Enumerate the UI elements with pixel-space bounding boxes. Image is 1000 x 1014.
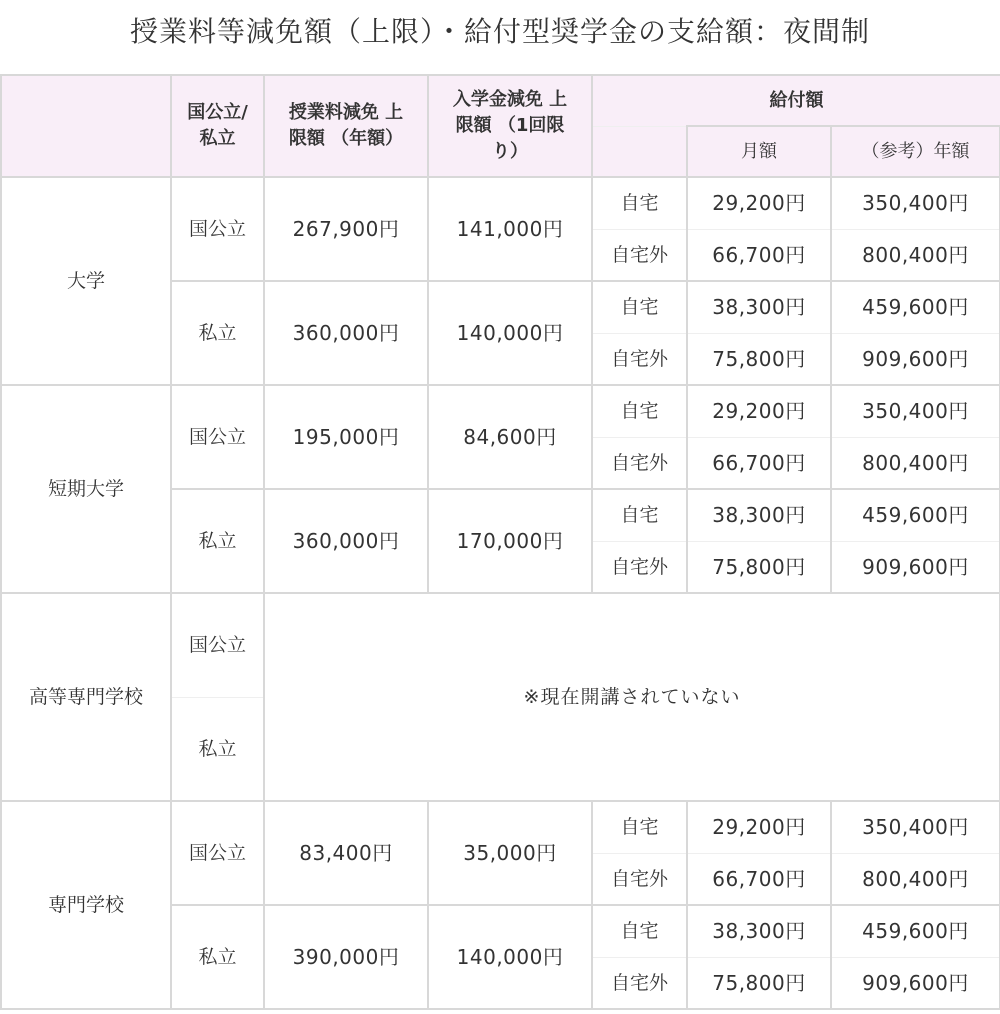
type-cell: 国公立: [171, 177, 264, 281]
header-type-label: 国公立/私立: [187, 102, 248, 149]
monthly-cell: 66,700円: [687, 229, 831, 281]
tuition-cell: 360,000円: [264, 489, 428, 593]
not-offered-note: ※現在開講されていない: [264, 593, 1000, 801]
type-cell: 私立: [171, 905, 264, 1009]
monthly-cell: 29,200円: [687, 177, 831, 229]
annual-cell: 350,400円: [831, 177, 1000, 229]
residence-cell: 自宅外: [592, 333, 687, 385]
admission-cell: 35,000円: [428, 801, 592, 905]
monthly-cell: 66,700円: [687, 853, 831, 905]
type-cell: 国公立: [171, 385, 264, 489]
annual-cell: 909,600円: [831, 957, 1000, 1009]
residence-cell: 自宅外: [592, 853, 687, 905]
category-university: 大学: [1, 177, 171, 385]
tuition-cell: 390,000円: [264, 905, 428, 1009]
header-benefit: [592, 75, 1000, 126]
annual-cell: 800,400円: [831, 437, 1000, 489]
admission-cell: 170,000円: [428, 489, 592, 593]
residence-cell: 自宅外: [592, 957, 687, 1009]
header-blank: [1, 75, 171, 177]
page-title: 授業料等減免額（上限）・給付型奨学金の支給額：夜間制: [129, 15, 870, 48]
category-vocational-school: 専門学校: [1, 801, 171, 1009]
category-junior-college: 短期大学: [1, 385, 171, 593]
header-tuition: [264, 75, 428, 177]
header-admission-label: 入学金減免 上限額 （1回限り）: [452, 89, 568, 162]
residence-cell: 自宅外: [592, 541, 687, 593]
annual-cell: 800,400円: [831, 853, 1000, 905]
tuition-cell: 360,000円: [264, 281, 428, 385]
header-admission: [428, 75, 592, 177]
monthly-cell: 66,700円: [687, 437, 831, 489]
annual-cell: 350,400円: [831, 385, 1000, 437]
type-cell: 国公立: [171, 593, 264, 697]
residence-cell: 自宅外: [592, 437, 687, 489]
type-cell: 私立: [171, 489, 264, 593]
admission-cell: 140,000円: [428, 905, 592, 1009]
residence-cell: 自宅: [592, 385, 687, 437]
residence-cell: 自宅: [592, 281, 687, 333]
residence-cell: 自宅: [592, 489, 687, 541]
annual-cell: 459,600円: [831, 489, 1000, 541]
header-tuition-label: 授業料減免 上限額 （年額）: [288, 102, 404, 149]
annual-cell: 459,600円: [831, 905, 1000, 957]
residence-cell: 自宅: [592, 801, 687, 853]
monthly-cell: 75,800円: [687, 333, 831, 385]
annual-cell: 459,600円: [831, 281, 1000, 333]
annual-cell: 350,400円: [831, 801, 1000, 853]
header-type: [171, 75, 264, 177]
header-benefit-label: 給付額: [769, 89, 824, 111]
header-annual: （参考）年額: [831, 126, 1000, 177]
type-cell: 国公立: [171, 801, 264, 905]
annual-cell: 909,600円: [831, 333, 1000, 385]
type-cell: 私立: [171, 697, 264, 801]
tuition-cell: 267,900円: [264, 177, 428, 281]
residence-cell: 自宅: [592, 177, 687, 229]
admission-cell: 140,000円: [428, 281, 592, 385]
scholarship-table: [0, 74, 1000, 1010]
monthly-cell: 75,800円: [687, 541, 831, 593]
header-monthly: 月額: [687, 126, 831, 177]
monthly-cell: 38,300円: [687, 905, 831, 957]
monthly-cell: 38,300円: [687, 489, 831, 541]
header-benefit-spacer: [592, 126, 687, 177]
monthly-cell: 29,200円: [687, 801, 831, 853]
annual-cell: 800,400円: [831, 229, 1000, 281]
admission-cell: 141,000円: [428, 177, 592, 281]
tuition-cell: 83,400円: [264, 801, 428, 905]
monthly-cell: 29,200円: [687, 385, 831, 437]
admission-cell: 84,600円: [428, 385, 592, 489]
monthly-cell: 75,800円: [687, 957, 831, 1009]
residence-cell: 自宅外: [592, 229, 687, 281]
category-technical-college: 高等専門学校: [1, 593, 171, 801]
residence-cell: 自宅: [592, 905, 687, 957]
monthly-cell: 38,300円: [687, 281, 831, 333]
type-cell: 私立: [171, 281, 264, 385]
annual-cell: 909,600円: [831, 541, 1000, 593]
tuition-cell: 195,000円: [264, 385, 428, 489]
